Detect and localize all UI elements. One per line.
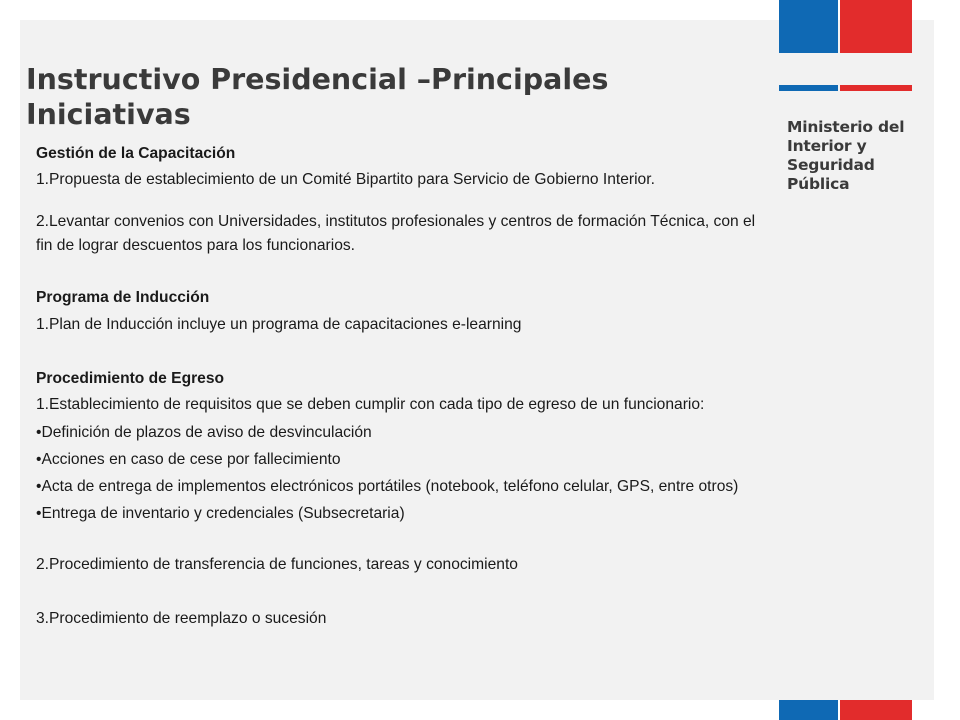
section-heading-capacitacion: Gestión de la Capacitación bbox=[36, 145, 236, 162]
egreso-bullet: •Acta de entrega de implementos electrónicos portátiles (notebook, teléfono celular, GPS, entre otros) bbox=[36, 478, 739, 495]
flag-bottom-stripe bbox=[779, 700, 912, 720]
egreso-bullet: •Entrega de inventario y credenciales (Subsecretaria) bbox=[36, 505, 405, 522]
egreso-bullet: •Definición de plazos de aviso de desvinculación bbox=[36, 424, 372, 441]
ministry-line: Pública bbox=[787, 175, 850, 193]
title-line: Instructivo Presidencial –Principales bbox=[26, 63, 609, 96]
flag-stripe-red bbox=[840, 85, 912, 91]
egreso-item-2: 2.Procedimiento de transferencia de funciones, tareas y conocimiento bbox=[36, 556, 518, 573]
capacitacion-item-2: 2.Levantar convenios con Universidades, institutos profesionales y centros de formación Técnica, con el bbox=[36, 213, 756, 230]
flag-blue-block bbox=[779, 0, 838, 53]
egreso-item-3: 3.Procedimiento de reemplazo o sucesión bbox=[36, 610, 327, 627]
slide-title bbox=[26, 62, 766, 132]
flag-bottom-blue bbox=[779, 700, 838, 720]
capacitacion-item-1: 1.Propuesta de establecimiento de un Comité Bipartito para Servicio de Gobierno Interior. bbox=[36, 171, 655, 188]
egreso-item-1: 1.Establecimiento de requisitos que se deben cumplir con cada tipo de egreso de un funcionario: bbox=[36, 396, 705, 413]
induccion-item-1: 1.Plan de Inducción incluye un programa de capacitaciones e-learning bbox=[36, 316, 522, 333]
section-heading-induccion: Programa de Inducción bbox=[36, 289, 210, 306]
flag-stripe bbox=[779, 85, 912, 91]
section-heading-egreso: Procedimiento de Egreso bbox=[36, 370, 225, 387]
flag-stripe-blue bbox=[779, 85, 838, 91]
flag-bottom-red bbox=[840, 700, 912, 720]
flag-red-block bbox=[840, 0, 912, 53]
ministry-logo-text bbox=[787, 118, 937, 194]
ministry-line: Ministerio del bbox=[787, 118, 905, 136]
ministry-line: Seguridad bbox=[787, 156, 875, 174]
flag-top-emblem bbox=[779, 0, 912, 65]
capacitacion-item-2-cont: fin de lograr descuentos para los funcionarios. bbox=[36, 237, 355, 254]
ministry-line: Interior y bbox=[787, 137, 867, 155]
egreso-bullet: •Acciones en caso de cese por fallecimiento bbox=[36, 451, 341, 468]
title-line: Iniciativas bbox=[26, 98, 191, 131]
